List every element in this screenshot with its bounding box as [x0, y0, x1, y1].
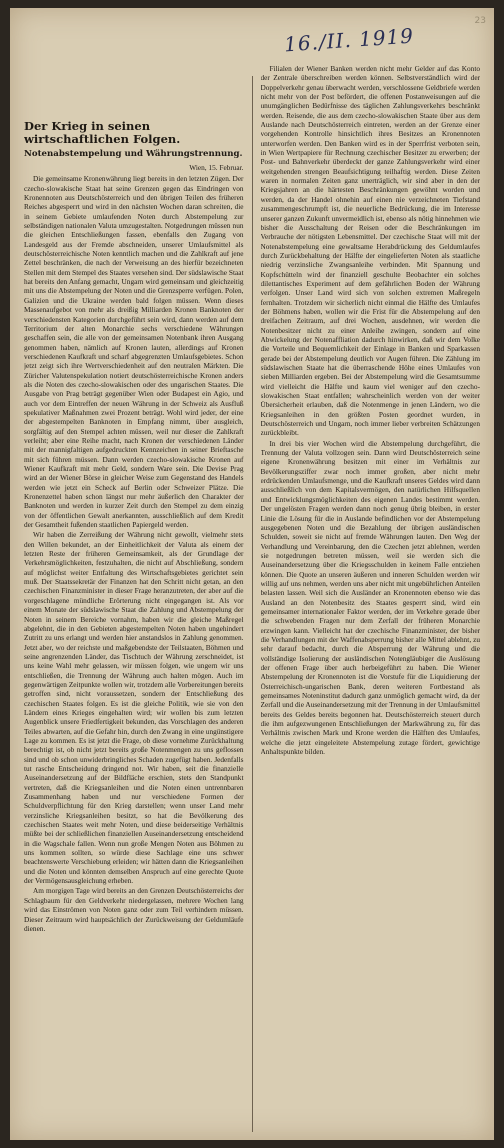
article-column-left — [24, 86, 244, 1132]
article-headline: Der Krieg in seinen wirtschaftlichen Folgen. — [24, 119, 181, 146]
article-subheadline: Notenabstempelung und Währungstrennung. — [24, 149, 243, 159]
column-divider — [252, 76, 253, 1132]
page-number-mark: 23 — [474, 16, 486, 26]
article-paragraph: Wir haben die Zerreißung der Währung nicht gewollt, vielmehr stets den Willen bekundet, an der Einheitlichkeit der Valuta als einem der letzten Reste der früheren Gemeinsamkeit, als der Grundlage der Verkehrsmöglichkeiten, festzuhalten, die nicht auf Abschließung, sondern auf möglichst weiter Entfaltung des Wirtschaftsgebietes gerichtet sein muß. Der Staatssekretär der Finanzen hat den Schritt nicht getan, an den czechischen Finanzminister in dieser Frage heranzutreten, der aber auf die vorgeschlagene mündliche Erörterung nicht eingegangen ist. Als vor einem Monate der südslawische Staat die Zahlung und Abstempelung der Noten in seinem Bereiche vornahm, haben wir die gleiche Maßregel abgelehnt, die in den Gebieten abgestempelten Noten haben ungehindert Zutritt zu uns erlangt und werden hier anstandslos in Zahlung genommen. Jetzt aber, wo der reichste und maßgebendste der Teilstaaten, Böhmen und seine angrenzenden Länder, das Tischtuch der Währung zerschneidet, ist uns keine Wahl mehr gelassen, wir müssen folgen, wie ungern wir uns entschließen, die Trennung der Währung auch halten mögen. Auch im gegenwärtigen Zeitpunkte wollen wir, trotzdem alle Vorbereitungen bereits getroffen sind, nicht voraussetzen, sondern der Entschließung des czechischen Staates folgen. Es ist die gleiche Politik, wie sie von den Ländern eines Krieges eingehalten wird; wir wollen bis zum letzten Augenblick unsere Friedfertigkeit bekunden, das Vorschlagen des anderen Teiles abwarten, auf die Gefahr hin, durch den Zwang in eine ungünstigere Lage zu kommen. Es ist jetzt die Frage, ob diese vornehme Zurückhaltung berechtigt ist, ob nicht jetzt bereits große Notenmengen zu uns geflossen sind und ob schon unwiderbringliches Schaden zugefügt haben. Jedenfalls tut rasche Entscheidung dringend not. Wir haben, seit die finanzielle Auseinandersetzung auf der Bildfläche erschien, stets den Standpunkt vertreten, daß die Kriegsanleihen und die Noten einen untrennbaren Zusammenhang haben und nur verschiedene Formen der Schuldverpflichtung für den Krieg darstellen; wenn unser Land mehr verzinsliche Kriegsanleihen besitzt, so hat die Bevölkerung des czechischen Staates weit mehr Noten, und diese beiderseitige Verhältnis müßte bei der schließlichen finanziellen Auseinandersetzung entscheidend in die Wagschale fallen. Wenn nun große Mengen Noten aus Böhmen zu uns kommen sollten, so würde diese Sachlage eine uns schwer beachtenswerte Verschiebung erleiden; wir hätten dann die Kriegsanleihen und die Noten und könnten demselben Anspruch auf eine gerechte Quote der Vermögensausgleichung erheben. — [24, 530, 244, 886]
newspaper-clipping — [10, 8, 494, 1140]
article-paragraph: In drei bis vier Wochen wird die Abstempelung durchgeführt, die Trennung der Valuta vollzogen sein. Dann wird Deutschösterreich seine eigene Kronenwährung besitzen mit einer im Verhältnis zur Bevölkerungsziffer zwar noch immer großen, aber nicht mehr erdrückenden Umlaufsmenge, und die Kaufkraft unseres Geldes wird dann ausschließlich von dem Kapitalsvermögen, den natürlichen Hilfsquellen und Entwicklungsmöglichkeiten des eigenen Landes bestimmt werden. Der ungelösten Fragen werden dann noch genug übrig bleiben, in erster Linie die Lösung für die in Auslande befindlichen vor der Abstempelung ausgegebenen Noten und die Bezahlung der übrigen ausländischen Schulden, soweit sie nicht auf fremde Währungen lauten. Den Weg der Verhandlung und Vereinbarung, den die Czechen jetzt ablehnen, werden sie notgedrungen betreten müssen, weil sie werden sich die Auseinandersetzung über die Kriegsschulden in keinem Falle entziehen können. Die Quote an unseren äußeren und inneren Schulden werden wir willig auf uns nehmen, werden uns aber nicht mit ungebührlichen Anteilen belasten lassen. Weil sich die Ausländer an Kronennoten ebenso wie das Ausland an den Notenbesitz des Staates gesperrt sind, wird ein gemeinsamer internationaler Faktor werden, der im Verkehre gerade über die schwebenden Fragen nur dem Zerfall der früheren Monarchie erzwingen kann. Vielleicht hat der czechische Finanzminister, der bisher die Verhandlungen mit der Waffenabsperrung bisher alle Mittel ablehnt, zu sehr darauf bedacht, durch die Absperrung der Währung und die vollständige Isolierung der ausländischen Notengläubiger die Auslösung der offenen Frage über auch herbeigeführt zu haben. Die Wiener Abstempelung der Kronennoten ist die Vorstufe für die Liquidierung der Österreichisch-ungarischen Bank, deren weiteren Fortbestand als gemeinsames Noteninstitut dadurch ganz unmöglich gemacht wird, da der Zerfall und die Auseinandersetzung mit der Trennung in der Umlaufsmittel bereits des Geldes bereits begonnen hat. Deutschösterreich steuert durch die ihm aufgezwungenen Entschließungen der Markwährung zu, für das Verhältnis zwischen Mark und Krone werden die Hälften des Umlaufes, welche die jetzt eingeleitete Abstempelung zutage fördert, gewichtige Anhaltspunkte bilden. — [260, 438, 480, 757]
handwritten-date: 16./II. 1919 — [283, 23, 415, 57]
article-column-right — [261, 64, 481, 1132]
article-paragraph: Filialen der Wiener Banken werden nicht mehr Gelder auf das Konto der Zentrale überschreiben werden können. Selbstverständlich wird der Doppelverkehr genau überwacht werden, verschlossene Geldbriefe werden nicht mehr von der Post befördert, die offenen Postanweisungen auf die unumgänglichen Bedürfnisse des täglichen Zahlungsverkehrs beschränkt werden. Reisende, die aus dem czecho-slowakischen Staate über aus dem Auslande nach Deutschösterreich eintreten, werden an der Grenze einer vorgehenden Kontrolle hinsichtlich ihres Besitzes an Kronennoten unterworfen werden. Den Banken wird es in der Sperrfrist verboten sein, in Wien Wertpapiere für Rechnung czechischer Besitzer zu erwerben; der Post- und Bahnverkehr überdeckt der ganze Zahlungsverkehr wird einer weitgehenden strengen Beaufsichtigung teilhaftig werden. Diese Zeiten waren in normalen Zeiten ganz unerträglich, wir sind aber in den der Kriegsjahren an die härtesten Beschränkungen gewöhnt worden und werden, da der Handel ohnehin auf einen nie verzeichneten Tiefstand zusammengeschrumpft ist, die neuerliche Bedrückung, die im Interesse unserer ganzen Zukunft unvermeidlich ist, ebenso als nötig hinnehmen wie bisher die Ausschaltung der Reisen oder die Beschränkungen im Verbrauche der nötigsten Lebensmittel. Der czechische Staat will mit der Notenabstempelung eine gewaltsame Herabdrückung des Geldumlaufes durch Zurückbehaltung der Hälfte der eingelieferten Noten als staatliche niedrig verzinsliche Zwangsanleihe verbinden. Mit Spannung und Kopfschütteln wird der finanziell geschulte Beobachter ein solches dilettantisches Experiment auf dem gefährlichen Boden der Währung verfolgen. Unser Land wird sich von solchen extremen Maßregeln fernhalten. Trotzdem wir sicherlich nicht einmal die Hälfte des Umlaufes der Böhmens haben, wollen wir die Frist für die Abstempelung auf den dreifachen Zeitraum, auf drei Wochen, ausdehnen, wir werden die Notenbesitzer nicht zu einer Anleihe zwingen, sondern auf eine Abwickelung der Notenaffliation dadurch hinwirken, daß wir dem Volke die Vorteile und Bequemlichkeit der Einlage in Banken und Sparkassen gerade bei der Abstempelung deutlich vor Augen führen. Die Zählung im südslawischen Staate hat die überraschende Höhe eines Umlaufes von sieben Milliarden ergeben. Bei der Abstempelung wird die Gesamtsumme wird vielleicht die Hälfte und kaum viel weniger auf den czecho-slowakischen Staat entfallen; wahrscheinlich werden von der weiter Übersicherheit erlauben, daß die Notenmenge in jenen Ländern, wo die Kriegsanleihen in den größten Posten geordnet wurden, in Deutschösterreich und Ungarn, noch immer lieber verbreiten Schätzungen zurückbleibt. — [260, 64, 480, 438]
article — [24, 64, 480, 1132]
article-paragraph: Am morgigen Tage wird bereits an den Grenzen Deutschösterreichs der Schlagbaum für den Geldverkehr niedergelassen, mehrere Wochen lang wird das Einströmen von Noten ganz oder zum Teil verhindern müssen. Dieser Zeitraum wird hauptsächlich der Zurückweisung der Geldumläufe dienen. — [24, 886, 244, 933]
article-paragraph: Die gemeinsame Kronenwährung liegt bereits in den letzten Zügen. Der czecho-slowakische Staat hat seine Grenzen gegen das Eindringen von Kronennoten aus Deutschösterreich und den übrigen Teilen des früheren Reiches abgesperrt und wird in den nächsten Wochen daran schreiten, die in seinem Gebiete umlaufenden Noten durch Abstempelung zur selbständigen nationalen Valuta umzugestalten. Notgedrungen müssen nun die gleichen Entschließungen fassen, ebenfalls den Zugang von Landesgeld aus der Fremde abschneiden, unserer Umlaufsmittel als deutschösterreichische Noten kenntlich machen und die Zahlkraft auf jene Zettel beschränken, die nach der Verweisung an des hierfür bezeichneten Stellen mit dem Stempel des Staates versehen sind. Der südslawische Staat hat bereits den Anfang gemacht, Ungarn wird gemeinsam und gleichzeitig mit uns die Abstempelung der Noten und die Grenzsperre verfügen. Polen, Galizien und die Ukraine werden bald folgen müssen. Wenn dieses Massenaufgebot von mehr als dreißig Milliarden Kronen Banknoten der verschiedensten Kategorien durchgeführt sein wird, dann werden auf dem Territorium der alten Monarchie sechs verschiedene Währungen geschaffen sein, die alle von der gemeinsamen Notenbank ihren Ausgang genommen haben, nämlich auf Kronen lauten, allerdings auf Kronen verschiedenen Kaufkraft und scharf abgegrenzten Umlaufsgebietes. Schon jetzt zeigt sich ihre Wertverschiedenheit auf den neutralen Märkten. Die Züricher Valutenspekulation notiert deutschösterreichische Kronen anders als die Noten des czecho-slowakischen oder des ungarischen Staates. Die Ausgabe von Prag beträgt gegenüber Wien oder Budapest ein Agio, und auch vor dem Eintreffen der neuen Währung in der Schweiz als Ausfluß spekulativer Maßnahmen zwei Prozent beträgt. Wohl wird jeder, der eine der abgestempelten Banknoten in Empfang nimmt, über ausgleich, sorgfältig auf den Stempel achten müssen, weil nur dieser die Zahlkraft verleiht; aber eine Reihe macht, nach Kronen der verschiedenen Länder mit der mannigfaltigen aufgedruckten Kennzeichen in seiner Brieftasche mit sich führen müssen. Dann werden czecho-slowakische Kronen auf Wiener Kaufkraft mit mehr Geld, sondern Ware sein. Die Devise Prag wird an der Wiener Börse in gleicher Weise zum Gegenstand des Handels werden wie jetzt ein Scheck auf Berlin oder Schweizer Plätze. Die Kronenzettel haben schon längst nur mehr äußerlich den Charakter der Banknoten und werden in kurzer Zeit durch den Stempel zu dem einzig von der öffentlichen Gewalt anerkannten, ausschließlich auf dem Kredit der Gesamtheit fußenden staatlichen Papiergeld werden. — [24, 174, 244, 530]
article-dateline: Wien, 15. Februar. — [189, 163, 244, 172]
